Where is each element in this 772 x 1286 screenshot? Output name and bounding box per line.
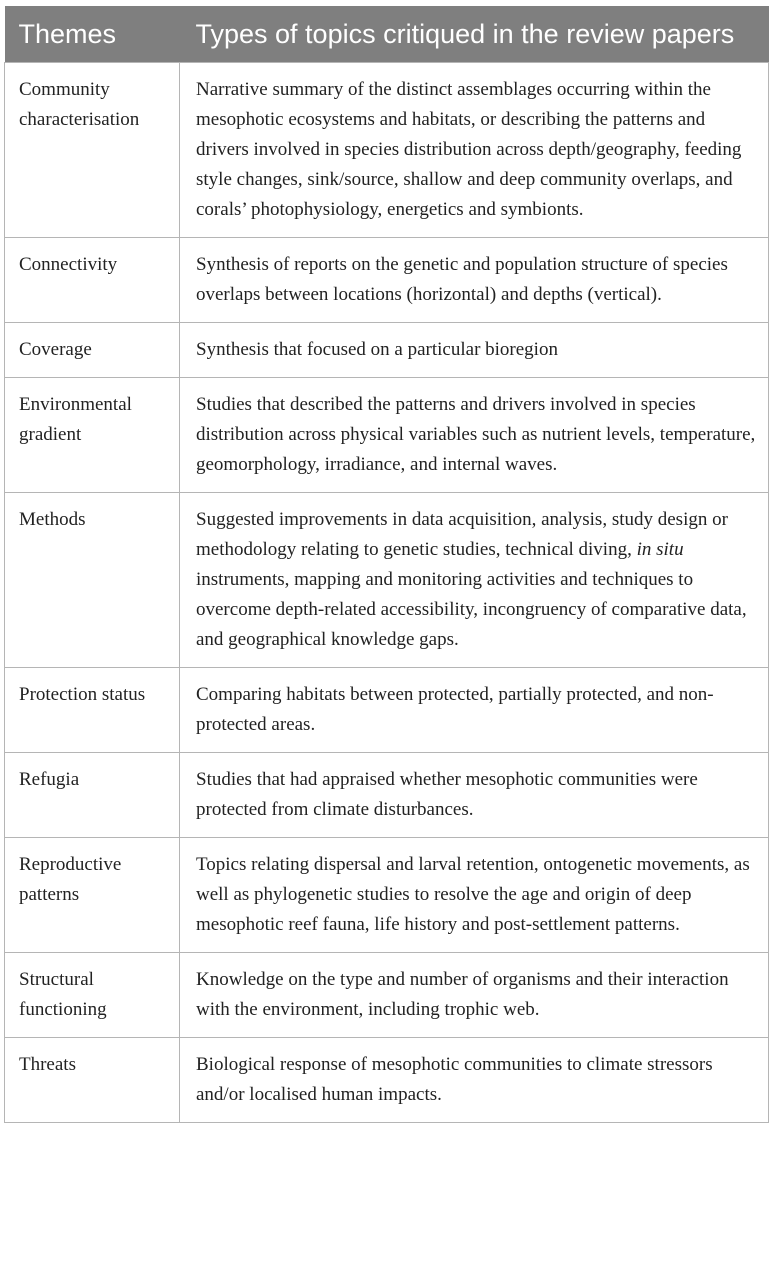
theme-cell: Protection status (5, 668, 180, 753)
table-header (5, 6, 769, 63)
header-topics: Types of topics critiqued in the review papers (180, 6, 769, 63)
table-row (5, 1038, 769, 1123)
description-cell: Knowledge on the type and number of organisms and their interaction with the environment, including trophic web. (180, 953, 769, 1038)
theme-cell: Coverage (5, 323, 180, 378)
theme-cell: Threats (5, 1038, 180, 1123)
table-body (5, 63, 769, 1123)
table-row (5, 238, 769, 323)
table-row (5, 753, 769, 838)
description-cell: Studies that had appraised whether mesophotic communities were protected from climate disturbances. (180, 753, 769, 838)
table-row (5, 378, 769, 493)
description-text: instruments, mapping and monitoring activities and techniques to overcome depth-related accessibility, incongruency of comparative data, and geographical knowledge gaps. (196, 569, 747, 650)
header-themes: Themes (5, 6, 180, 63)
description-cell: Studies that described the patterns and drivers involved in species distribution across physical variables such as nutrient levels, temperature, geomorphology, irradiance, and internal waves. (180, 378, 769, 493)
theme-cell: Refugia (5, 753, 180, 838)
description-cell: Biological response of mesophotic communities to climate stressors and/or localised human impacts. (180, 1038, 769, 1123)
table-row (5, 63, 769, 238)
table-row (5, 838, 769, 953)
theme-cell: Environmental gradient (5, 378, 180, 493)
theme-cell: Community characterisation (5, 63, 180, 238)
description-cell: Comparing habitats between protected, partially protected, and non-protected areas. (180, 668, 769, 753)
table-row (5, 668, 769, 753)
theme-cell: Methods (5, 493, 180, 668)
header-row (5, 6, 769, 63)
description-cell: Topics relating dispersal and larval retention, ontogenetic movements, as well as phylogenetic studies to resolve the age and origin of deep mesophotic reef fauna, life history and post-settlement patterns. (180, 838, 769, 953)
themes-table (4, 6, 769, 1123)
table-row (5, 323, 769, 378)
description-text: Suggested improvements in data acquisition, analysis, study design or methodology relating to genetic studies, technical diving, (196, 509, 728, 560)
description-cell: Synthesis of reports on the genetic and population structure of species overlaps between locations (horizontal) and depths (vertical). (180, 238, 769, 323)
description-cell: Narrative summary of the distinct assemblages occurring within the mesophotic ecosystems and habitats, or describing the patterns and drivers involved in species distribution across depth/geography, feeding style changes, sink/source, shallow and deep community overlaps, and corals’ photophysiology, energetics and symbionts. (180, 63, 769, 238)
description-cell: Synthesis that focused on a particular bioregion (180, 323, 769, 378)
theme-cell: Connectivity (5, 238, 180, 323)
table-row (5, 493, 769, 668)
description-cell (180, 493, 769, 668)
theme-cell: Reproductive patterns (5, 838, 180, 953)
table-row (5, 953, 769, 1038)
theme-cell: Structural functioning (5, 953, 180, 1038)
description-italic-text: in situ (636, 539, 684, 560)
